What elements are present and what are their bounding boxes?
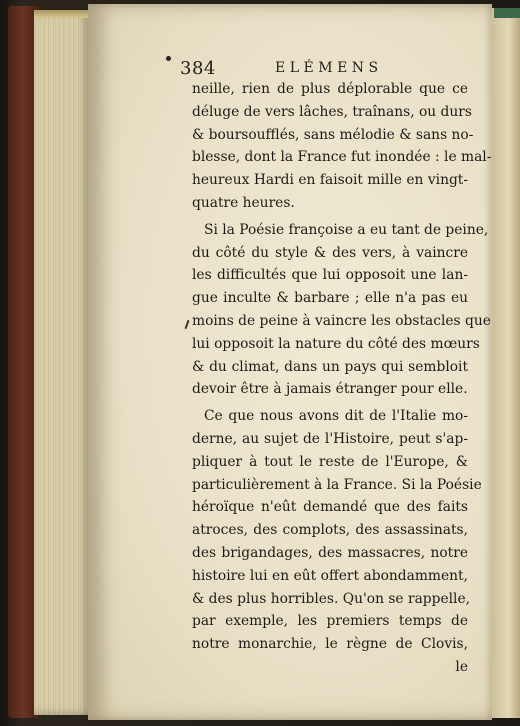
text-line: lui opposoit la nature du côté des mœurs xyxy=(192,335,480,352)
text-line: des brigandages, des massacres, notre xyxy=(192,544,468,561)
text-line: devoir être à jamais étranger pour elle. xyxy=(192,381,468,398)
text-line: notre monarchie, le règne de Clovis, xyxy=(192,636,468,653)
text-line: les difficultés que lui opposoit une lan- xyxy=(192,267,468,284)
text-line: par exemple, les premiers temps de xyxy=(192,613,468,630)
text-line: pliquer à tout le reste de l'Europe, & xyxy=(192,453,468,470)
ribbon-marker xyxy=(494,8,520,18)
page-block-edges xyxy=(34,10,92,715)
text-line: du côté du style & des vers, à vaincre xyxy=(192,244,468,261)
facing-page-edge xyxy=(492,8,520,718)
text-line: gue inculte & barbare ; elle n'a pas eu xyxy=(192,290,468,307)
text-line: héroïque n'eût demandé que des faits xyxy=(192,499,468,516)
body-text xyxy=(192,78,492,679)
text-line: atroces, des complots, des assassinats, xyxy=(192,522,468,539)
text-line: blesse, dont la France fut inondée : le mal- xyxy=(192,149,492,166)
page-number: 384 xyxy=(180,58,216,79)
text-line: neille, rien de plus déplorable que ce xyxy=(192,81,468,97)
text-line: Si la Poésie françoise a eu tant de peine, xyxy=(204,221,489,238)
ink-spot xyxy=(166,56,171,61)
text-line: & des plus horribles. Qu'on se rappelle, xyxy=(192,590,471,607)
text-line: moins de peine à vaincre les obstacles que xyxy=(192,312,491,329)
text-line: particulièrement à la France. Si la Poésie xyxy=(192,476,482,493)
text-line: & du climat, dans un pays qui sembloit xyxy=(192,358,468,375)
text-line: derne, au sujet de l'Histoire, peut s'ap- xyxy=(192,430,468,447)
running-title: ELÉMENS xyxy=(275,60,383,76)
catchword: le xyxy=(455,658,468,675)
text-line: heureux Hardi en faisoit mille en vingt- xyxy=(192,172,468,189)
text-line: & boursoufflés, sans mélodie & sans no- xyxy=(192,126,474,143)
text-line: déluge de vers lâches, traînans, ou durs xyxy=(192,103,472,120)
text-line: histoire lui en eût offert abondamment, xyxy=(192,567,468,584)
text-line: quatre heures. xyxy=(192,194,295,211)
gilt-edge xyxy=(34,10,92,18)
text-line: Ce que nous avons dit de l'Italie mo- xyxy=(204,408,468,425)
